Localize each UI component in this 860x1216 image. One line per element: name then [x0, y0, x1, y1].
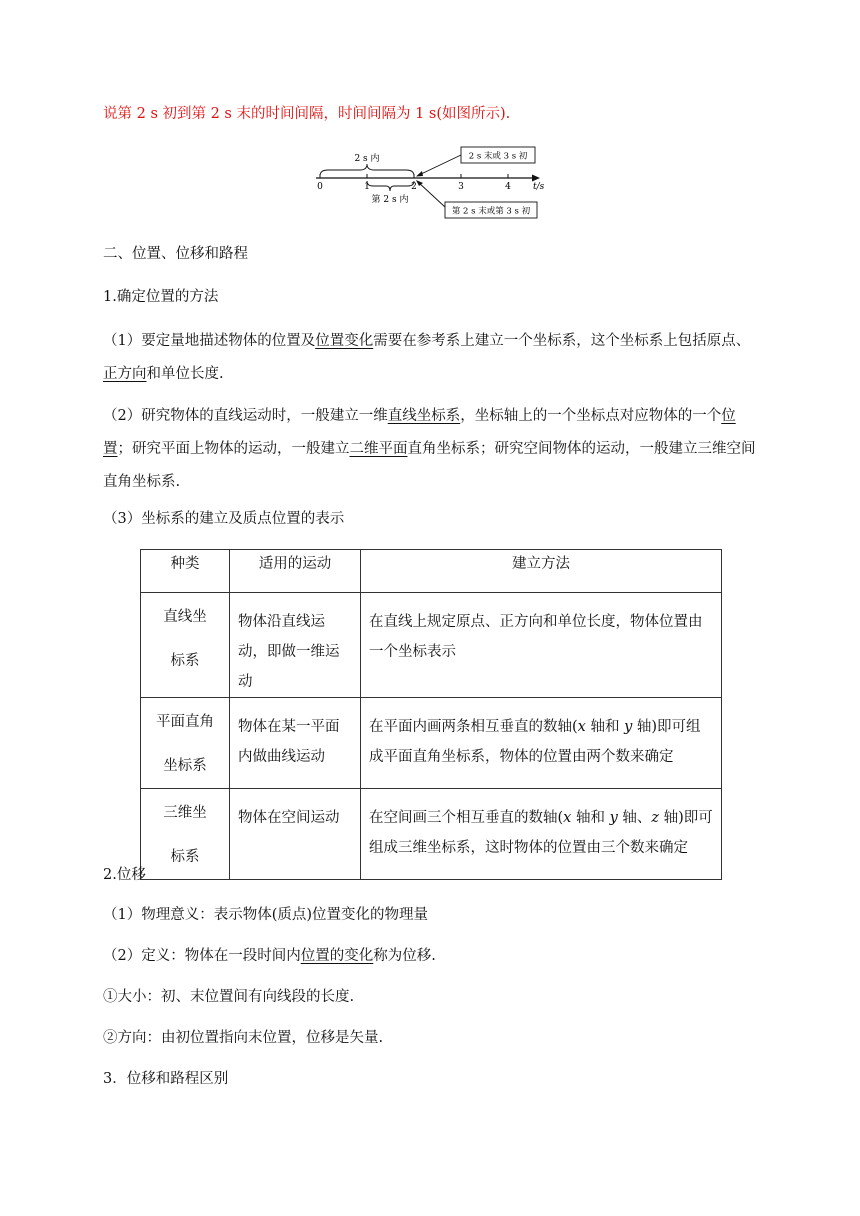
tick-0: 0 — [317, 182, 323, 192]
header-method: 建立方法 — [361, 550, 722, 593]
axis-unit: t/s — [533, 182, 545, 192]
displacement-direction: ②方向：由初位置指向末位置，位移是矢量. — [103, 1030, 384, 1046]
subheading-position-method: 1.确定位置的方法 — [103, 289, 219, 305]
section-heading: 二、位置、位移和路程 — [103, 246, 248, 262]
intro-text: 说第 2 s 初到第 2 s 末的时间间隔，时间间隔为 1 s(如图所示). — [103, 106, 511, 122]
table-row — [141, 593, 722, 698]
coordinate-system-table — [140, 549, 722, 880]
cell-method: 在平面内画两条相互垂直的数轴(x 轴和 y 轴)即可组成平面直角坐标系，物体的位置由两个数来确定 — [361, 698, 722, 789]
table-header-row — [141, 550, 722, 593]
cell-motion: 物体沿直线运动，即做一维运动 — [230, 593, 361, 698]
subheading-difference: 3．位移和路程区别 — [103, 1071, 229, 1087]
table-row — [141, 789, 722, 880]
displacement-magnitude: ①大小：初、末位置间有向线段的长度. — [103, 989, 355, 1005]
paragraph-3: （3）坐标系的建立及质点位置的表示 — [103, 511, 345, 527]
tick-2: 2 — [411, 182, 417, 192]
cell-method: 在空间画三个相互垂直的数轴(x 轴和 y 轴、z 轴)即可组成三维坐标系，这时物体的位置由三个数来确定 — [361, 789, 722, 880]
table-row — [141, 698, 722, 789]
header-motion: 适用的运动 — [230, 550, 361, 593]
cell-kind: 直线坐 标系 — [141, 593, 230, 698]
brace-second — [367, 181, 414, 191]
tick-3: 3 — [458, 182, 464, 192]
cell-motion: 物体在空间运动 — [230, 789, 361, 880]
paragraph-2: （2）研究物体的直线运动时，一般建立一维直线坐标系，坐标轴上的一个坐标点对应物体的一个位置；研究平面上物体的运动，一般建立二维平面直角坐标系；研究空间物体的运动，一般建立三维空间直角坐标系. — [103, 408, 756, 490]
tick-4: 4 — [505, 182, 511, 192]
cell-motion: 物体在某一平面内做曲线运动 — [230, 698, 361, 789]
axis-arrow — [532, 175, 540, 182]
timeline-figure — [310, 143, 550, 223]
box-top-text: 2 s 末或 3 s 初 — [468, 151, 528, 162]
cell-kind: 平面直角 坐标系 — [141, 698, 230, 789]
displacement-meaning: （1）物理意义：表示物体(质点)位置变化的物理量 — [103, 907, 429, 923]
tick-1: 1 — [364, 182, 370, 192]
subheading-displacement: 2.位移 — [103, 867, 146, 883]
label-second: 第 2 s 内 — [371, 195, 409, 205]
cell-kind: 三维坐 标系 — [141, 789, 230, 880]
header-kind: 种类 — [141, 550, 230, 593]
paragraph-1: （1）要定量地描述物体的位置及位置变化需要在参考系上建立一个坐标系，这个坐标系上包括原点、正方向和单位长度. — [103, 333, 751, 382]
label-2s: 2 s 内 — [354, 154, 380, 164]
cell-method: 在直线上规定原点、正方向和单位长度，物体位置由一个坐标表示 — [361, 593, 722, 698]
box-bottom-text: 第 2 s 末或第 3 s 初 — [451, 206, 531, 217]
displacement-definition: （2）定义：物体在一段时间内位置的变化称为位移. — [103, 948, 436, 964]
